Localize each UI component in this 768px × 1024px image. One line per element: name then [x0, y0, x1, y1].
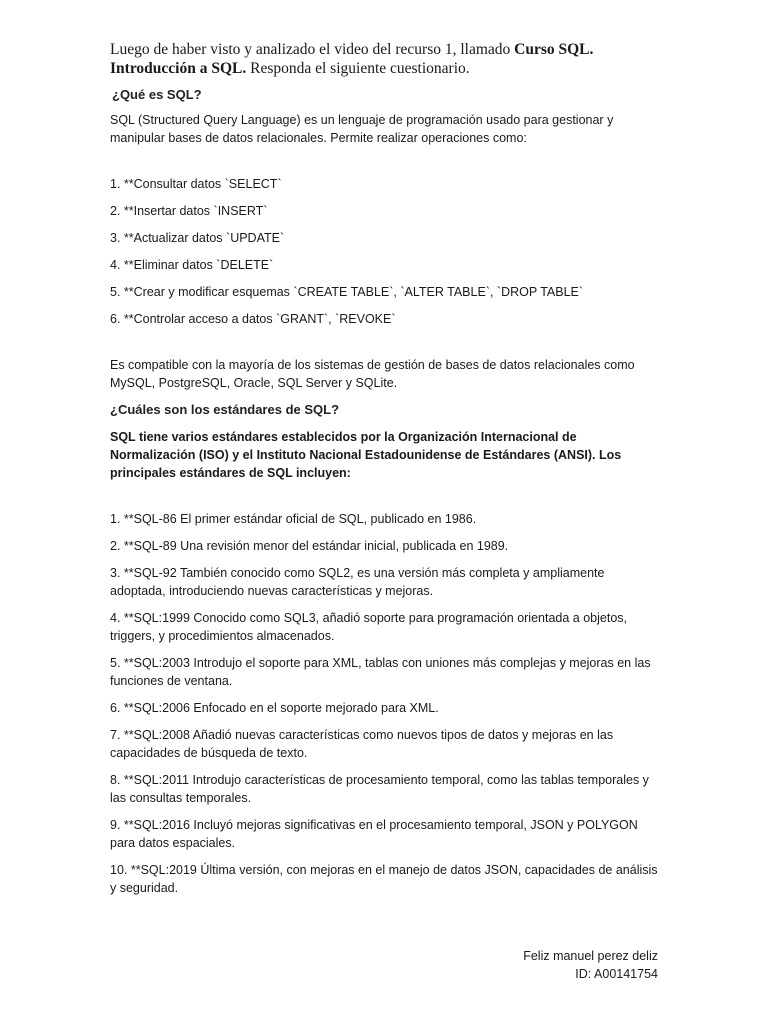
- heading-que-es-sql: ¿Qué es SQL?: [112, 87, 202, 102]
- section1-list: [110, 175, 658, 328]
- section2-paragraph: SQL tiene varios estándares establecidos por la Organización Internacional de Normalización (ISO) y el Instituto Nacional Estadounidense de Estándares (ANSI). Los principales estándares de SQL incluyen:: [110, 430, 622, 480]
- intro-text-after: Responda el siguiente cuestionario.: [246, 60, 470, 77]
- list-item: 3. **Actualizar datos `UPDATE`: [110, 231, 285, 245]
- list-item: 6. **SQL:2006 Enfocado en el soporte mejorado para XML.: [110, 701, 439, 715]
- author-id: ID: A00141754: [575, 967, 658, 981]
- list-item: 10. **SQL:2019 Última versión, con mejoras en el manejo de datos JSON, capacidades de análisis y seguridad.: [110, 863, 658, 895]
- list-item: 4. **Eliminar datos `DELETE`: [110, 258, 274, 272]
- list-item: 6. **Controlar acceso a datos `GRANT`, `REVOKE`: [110, 312, 396, 326]
- list-item: 1. **Consultar datos `SELECT`: [110, 177, 282, 191]
- list-item: 1. **SQL-86 El primer estándar oficial de SQL, publicado en 1986.: [110, 512, 477, 526]
- list-item: 4. **SQL:1999 Conocido como SQL3, añadió soporte para programación orientada a objetos, triggers, y procedimientos almacenados.: [110, 611, 627, 643]
- list-item: 2. **Insertar datos `INSERT`: [110, 204, 268, 218]
- author-name: Feliz manuel perez deliz: [523, 949, 658, 963]
- intro-text-before: Luego de haber visto y analizado el video del recurso 1, llamado: [110, 41, 515, 58]
- list-item: 5. **SQL:2003 Introdujo el soporte para XML, tablas con uniones más complejas y mejoras en las funciones de ventana.: [110, 656, 651, 688]
- list-item: 9. **SQL:2016 Incluyó mejoras significativas en el procesamiento temporal, JSON y POLYGON para datos espaciales.: [110, 818, 638, 850]
- section1-paragraph: SQL (Structured Query Language) es un lenguaje de programación usado para gestionar y manipular bases de datos relacionales. Permite realizar operaciones como:: [110, 113, 614, 145]
- intro-paragraph: [110, 40, 658, 78]
- section2-list: [110, 510, 658, 897]
- intro-bold-subtitle: Introducción a SQL.: [110, 60, 247, 77]
- list-item: 8. **SQL:2011 Introdujo características de procesamiento temporal, como las tablas temporales y las consultas temporales.: [110, 773, 649, 805]
- author-signature-block: [523, 947, 658, 983]
- section1-closing: Es compatible con la mayoría de los sistemas de gestión de bases de datos relacionales como MySQL, PostgreSQL, Oracle, SQL Server y SQLite.: [110, 358, 635, 390]
- list-item: 7. **SQL:2008 Añadió nuevas características como nuevos tipos de datos y mejoras en las capacidades de búsqueda de texto.: [110, 728, 614, 760]
- list-item: 3. **SQL-92 También conocido como SQL2, es una versión más completa y ampliamente adoptada, introduciendo nuevas características y mejoras.: [110, 566, 605, 598]
- heading-estandares-sql: ¿Cuáles son los estándares de SQL?: [110, 402, 340, 417]
- list-item: 5. **Crear y modificar esquemas `CREATE TABLE`, `ALTER TABLE`, `DROP TABLE`: [110, 285, 584, 299]
- list-item: 2. **SQL-89 Una revisión menor del estándar inicial, publicada en 1989.: [110, 539, 509, 553]
- document-body: [110, 40, 658, 897]
- intro-bold-course-title: Curso SQL.: [514, 41, 594, 58]
